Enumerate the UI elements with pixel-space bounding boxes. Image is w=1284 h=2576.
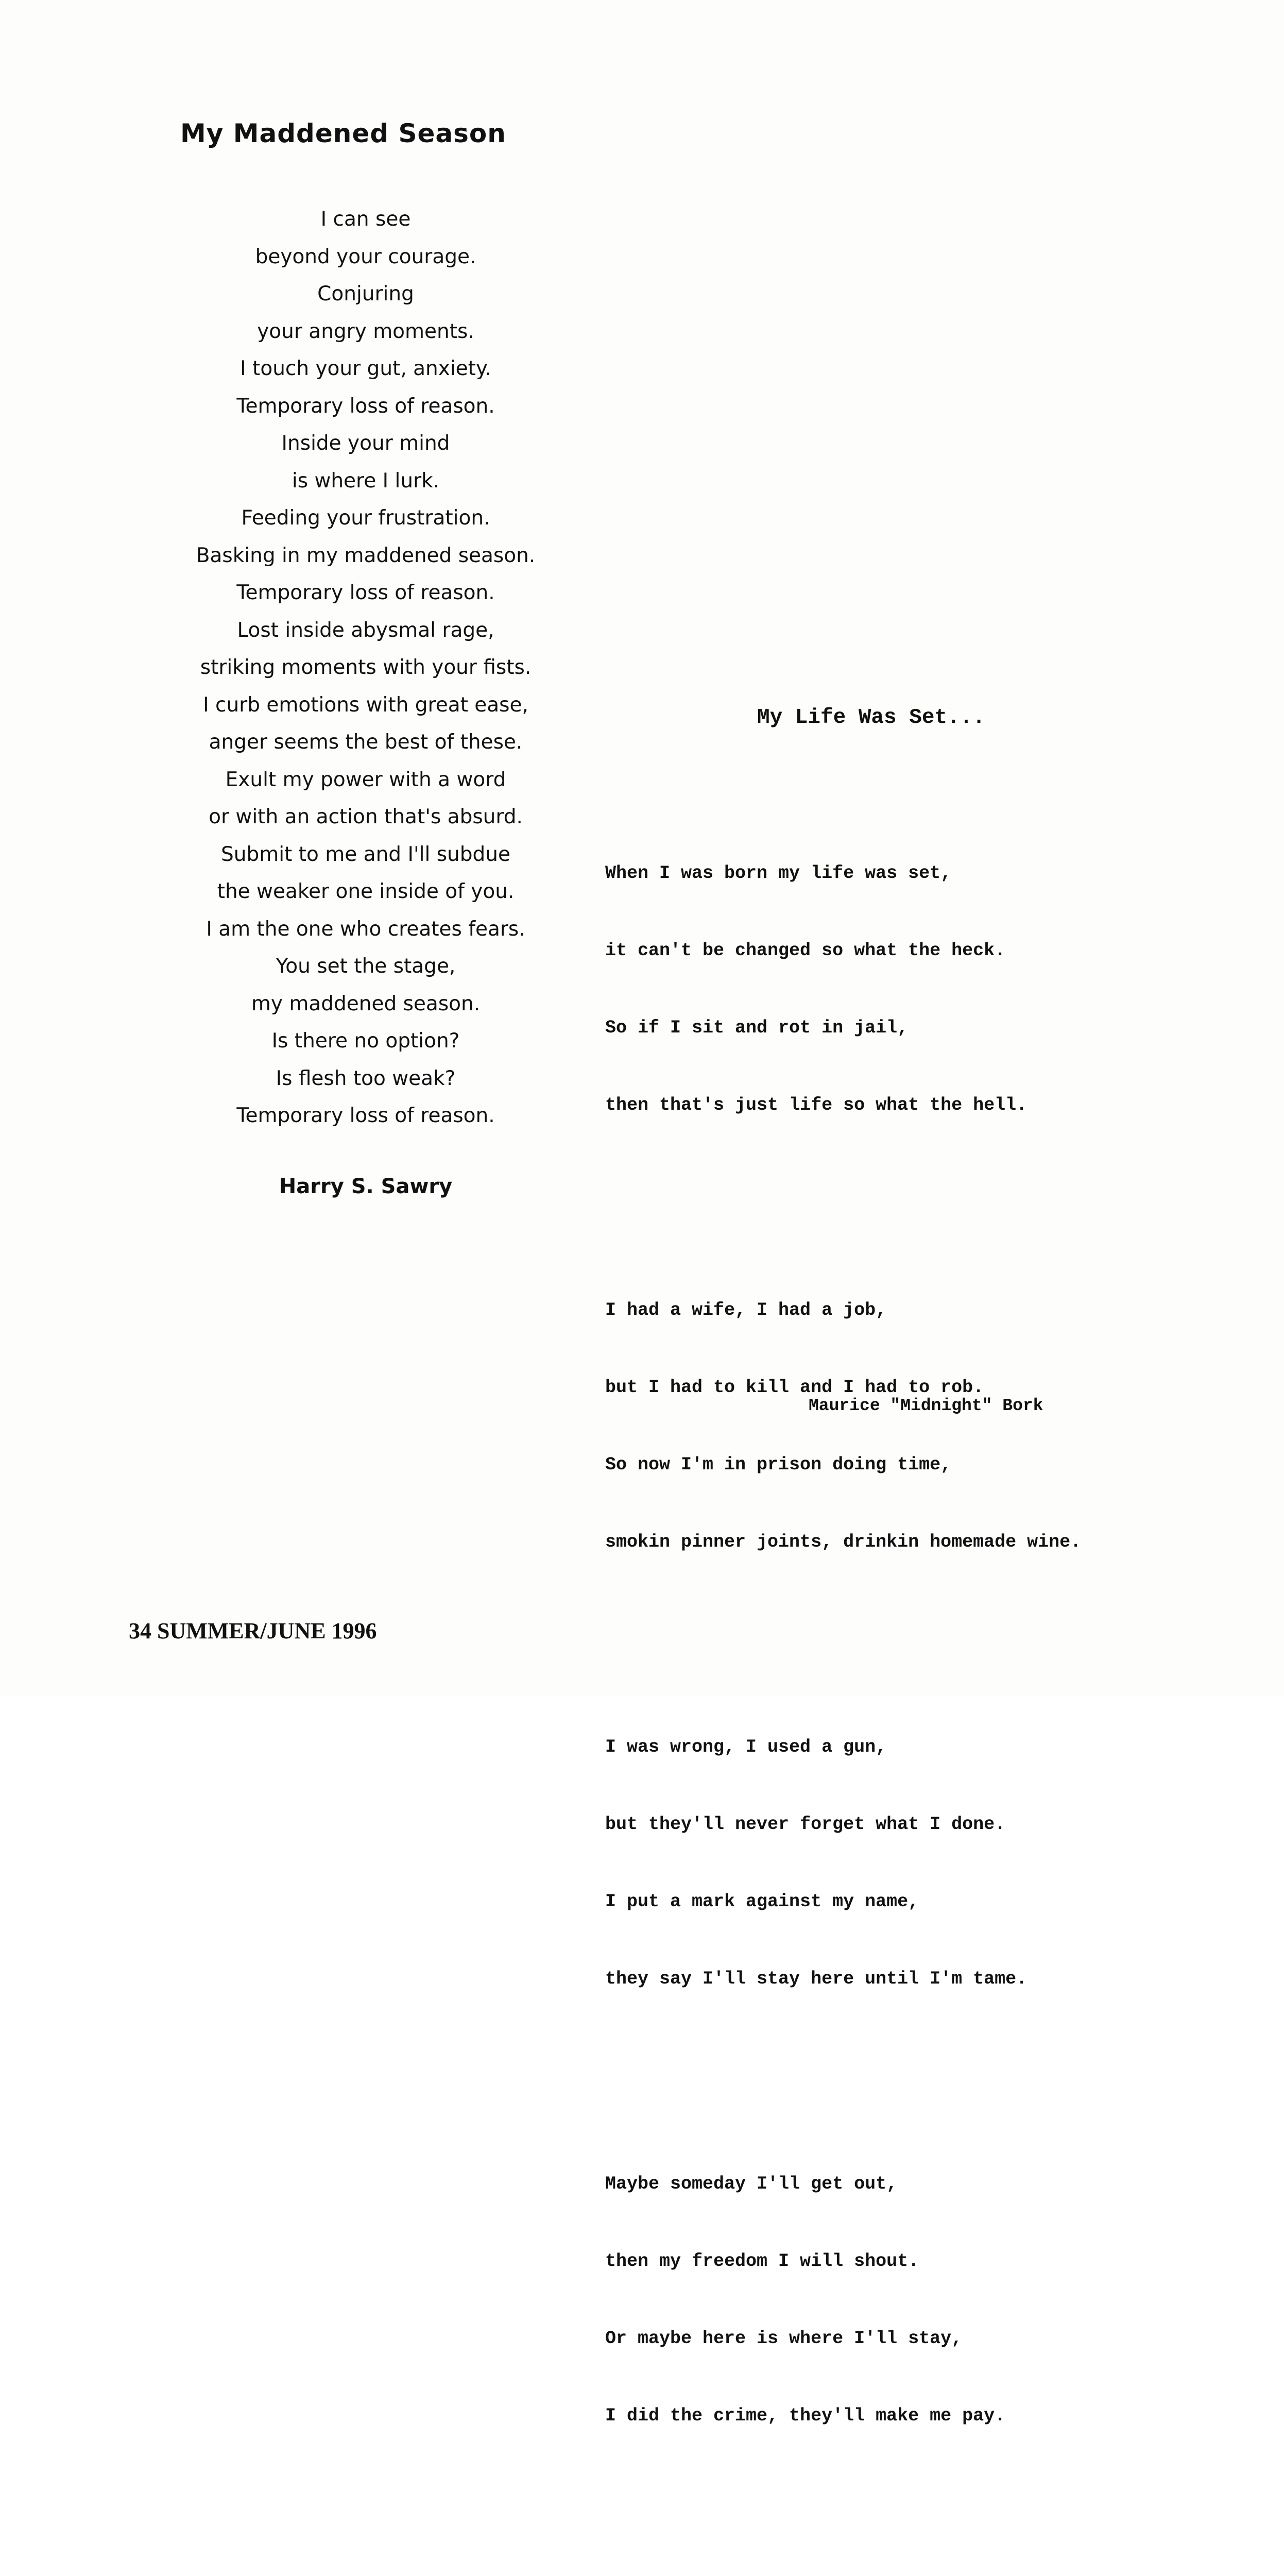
poem-line: Conjuring [317, 282, 414, 306]
poem-stanza [605, 809, 1081, 1170]
poem-stanza [605, 1683, 1081, 2043]
poem-line: Inside your mind [281, 432, 450, 455]
poem-title: My Life Was Set... [757, 706, 985, 730]
poem-line: I am the one who creates fears. [206, 917, 525, 941]
poem-line: I had a wife, I had a job, [605, 1300, 887, 1320]
poem-line: Maybe someday I'll get out, [605, 2174, 898, 2194]
poem-line: So now I'm in prison doing time, [605, 1454, 952, 1475]
poem-line: beyond your courage. [255, 245, 476, 268]
poem-line: it can't be changed so what the heck. [605, 940, 1006, 961]
poem-title: My Maddened Season [180, 118, 506, 148]
poem-line: is where I lurk. [292, 469, 440, 493]
poem-author: Harry S. Sawry [279, 1175, 453, 1198]
poem-line: anger seems the best of these. [209, 731, 523, 754]
poem-line: I can see [320, 208, 411, 231]
poem-line: the weaker one inside of you. [217, 880, 515, 903]
poem-line: or with an action that's absurd. [209, 805, 523, 828]
poem-line: striking moments with your fists. [200, 656, 532, 679]
poem-line: Is flesh too weak? [276, 1066, 456, 1090]
poem-line: I put a mark against my name, [605, 1891, 919, 1912]
poem-line: but I had to kill and I had to rob. [605, 1377, 984, 1398]
poem-line: but they'll never forget what I done. [605, 1814, 1006, 1835]
poem-line: I curb emotions with great ease, [203, 693, 528, 717]
poem-line: When I was born my life was set, [605, 863, 952, 884]
page-footer: 34 SUMMER/JUNE 1996 [129, 1618, 377, 1643]
poem-line: Lost inside abysmal rage, [237, 618, 494, 642]
poem-line: they say I'll stay here until I'm tame. [605, 1969, 1028, 1989]
poem-line: then that's just life so what the hell. [605, 1095, 1028, 1115]
poem-line: Is there no option? [271, 1029, 460, 1053]
poem-body [605, 757, 1081, 2576]
poem-line: my maddened season. [251, 992, 481, 1015]
poem-line: your angry moments. [257, 319, 474, 343]
poem-body [129, 201, 603, 1135]
poem-line: Feeding your frustration. [241, 506, 490, 530]
poem-line: So if I sit and rot in jail, [605, 1018, 909, 1038]
poem-line: I was wrong, I used a gun, [605, 1737, 887, 1757]
poem-line: Temporary loss of reason. [236, 581, 495, 604]
poem-line: Temporary loss of reason. [236, 1104, 495, 1127]
poem-line: You set the stage, [276, 955, 456, 978]
poem-line: Exult my power with a word [225, 768, 506, 791]
poem-stanza [605, 2556, 1081, 2576]
poem-stanza [605, 2120, 1081, 2480]
poem-line: smokin pinner joints, drinkin homemade wine. [605, 1532, 1082, 1552]
poem-line: Temporary loss of reason. [236, 394, 495, 418]
poem-line: Basking in my maddened season. [196, 544, 536, 567]
poem-line: then my freedom I will shout. [605, 2251, 919, 2272]
poem-line: I did the crime, they'll make me pay. [605, 2405, 1006, 2426]
poem-line: Submit to me and I'll subdue [221, 842, 510, 866]
poem-line: I touch your gut, anxiety. [240, 357, 491, 380]
poem-stanza [605, 1246, 1081, 1606]
poem-line: Or maybe here is where I'll stay, [605, 2328, 963, 2349]
poem-author: Maurice "Midnight" Bork [809, 1396, 1043, 1415]
